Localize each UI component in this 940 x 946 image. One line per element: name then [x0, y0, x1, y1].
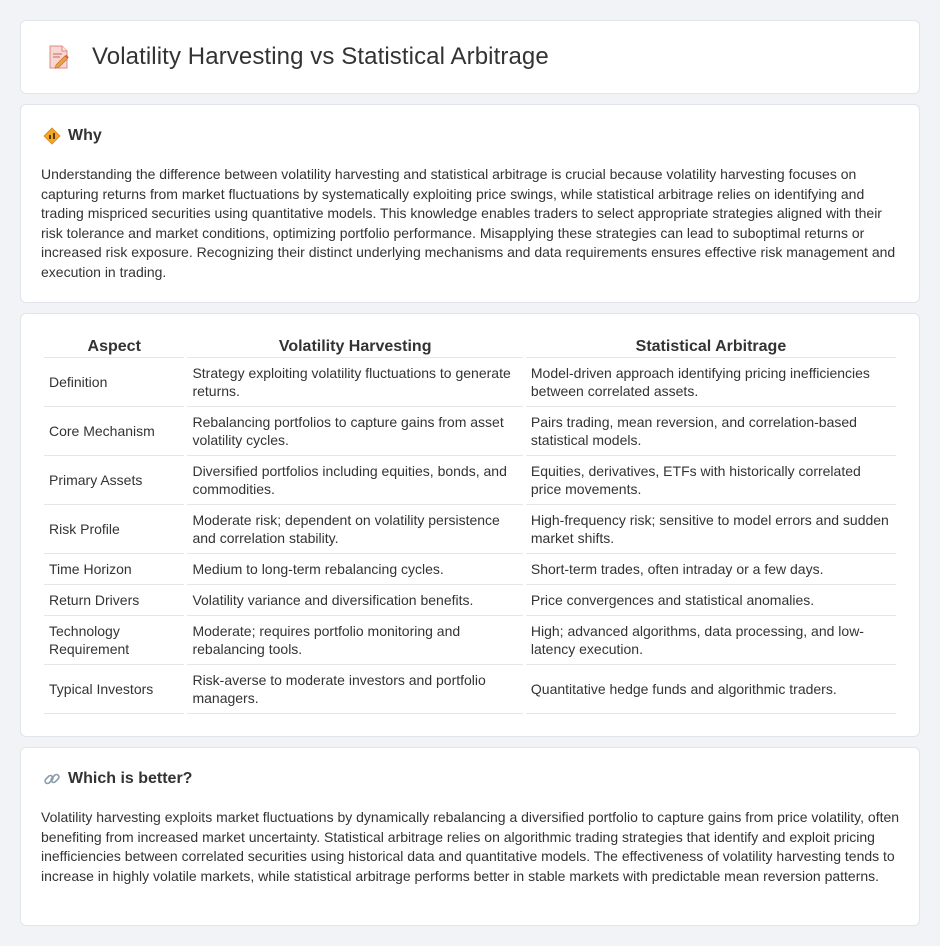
- column-header: Volatility Harvesting: [187, 336, 522, 358]
- better-text: Volatility harvesting exploits market fluctuations by dynamically rebalancing a diversified portfolio to capture gains from price volatility, often benefiting from increased market uncertainty. Statistical arbitrage relies on algorithmic trading strategies that identify and exploit pricing inefficiencies between correlated securities using historical data and quantitative models. The effectiveness of volatility harvesting tends to increase in highly volatile markets, while statistical arbitrage performs better in stable markets with predictable mean reversion patterns.: [41, 809, 900, 884]
- page-title: Volatility Harvesting vs Statistical Arbitrage: [92, 43, 549, 70]
- aspect-cell: Risk Profile: [44, 505, 184, 554]
- better-heading: Which is better?: [68, 770, 193, 787]
- table-row: [44, 456, 896, 505]
- table-row: [44, 358, 896, 407]
- table-header-row: [44, 336, 896, 358]
- aspect-cell: Definition: [44, 358, 184, 407]
- statistical-arbitrage-cell: Price convergences and statistical anomalies.: [526, 585, 896, 616]
- better-heading-row: [43, 770, 192, 788]
- why-heading: Why: [68, 127, 102, 144]
- which-is-better-section: [20, 747, 920, 926]
- table-row: [44, 616, 896, 665]
- why-section: [20, 104, 920, 303]
- comparison-section: [20, 313, 920, 737]
- aspect-cell: Return Drivers: [44, 585, 184, 616]
- statistical-arbitrage-cell: Pairs trading, mean reversion, and correlation-based statistical models.: [526, 407, 896, 456]
- aspect-cell: Technology Requirement: [44, 616, 184, 665]
- aspect-cell: Core Mechanism: [44, 407, 184, 456]
- comparison-table: [41, 336, 899, 714]
- volatility-harvesting-cell: Risk-averse to moderate investors and portfolio managers.: [187, 665, 522, 714]
- table-row: [44, 505, 896, 554]
- link-icon: [43, 770, 61, 788]
- volatility-harvesting-cell: Moderate; requires portfolio monitoring and rebalancing tools.: [187, 616, 522, 665]
- aspect-cell: Time Horizon: [44, 554, 184, 585]
- volatility-harvesting-cell: Medium to long-term rebalancing cycles.: [187, 554, 522, 585]
- why-heading-row: [43, 127, 102, 145]
- statistical-arbitrage-cell: High-frequency risk; sensitive to model errors and sudden market shifts.: [526, 505, 896, 554]
- statistical-arbitrage-cell: Equities, derivatives, ETFs with historically correlated price movements.: [526, 456, 896, 505]
- aspect-cell: Typical Investors: [44, 665, 184, 714]
- title-row: [47, 43, 549, 71]
- table-row: [44, 554, 896, 585]
- volatility-harvesting-cell: Moderate risk; dependent on volatility persistence and correlation stability.: [187, 505, 522, 554]
- column-header: Aspect: [44, 336, 184, 358]
- table-row: [44, 585, 896, 616]
- statistical-arbitrage-cell: Quantitative hedge funds and algorithmic traders.: [526, 665, 896, 714]
- table-row: [44, 665, 896, 714]
- volatility-harvesting-cell: Volatility variance and diversification benefits.: [187, 585, 522, 616]
- volatility-harvesting-cell: Rebalancing portfolios to capture gains from asset volatility cycles.: [187, 407, 522, 456]
- column-header: Statistical Arbitrage: [526, 336, 896, 358]
- diamond-sign-icon: [43, 127, 61, 145]
- statistical-arbitrage-cell: Short-term trades, often intraday or a few days.: [526, 554, 896, 585]
- why-text: Understanding the difference between volatility harvesting and statistical arbitrage is crucial because volatility harvesting focuses on capturing returns from market fluctuations by systematically exploiting price swings, while statistical arbitrage relies on identifying and trading mispriced securities using quantitative models. This knowledge enables traders to select appropriate strategies aligned with their risk tolerance and market conditions, optimizing portfolio performance. Misapplying these strategies can lead to suboptimal returns or increased risk exposure. Recognizing their distinct underlying mechanisms and data requirements ensures effective risk management and execution in trading.: [41, 166, 896, 280]
- document-pencil-icon: [47, 44, 71, 70]
- statistical-arbitrage-cell: High; advanced algorithms, data processing, and low-latency execution.: [526, 616, 896, 665]
- table-row: [44, 407, 896, 456]
- volatility-harvesting-cell: Diversified portfolios including equities, bonds, and commodities.: [187, 456, 522, 505]
- statistical-arbitrage-cell: Model-driven approach identifying pricing inefficiencies between correlated assets.: [526, 358, 896, 407]
- aspect-cell: Primary Assets: [44, 456, 184, 505]
- title-card: [20, 20, 920, 94]
- volatility-harvesting-cell: Strategy exploiting volatility fluctuations to generate returns.: [187, 358, 522, 407]
